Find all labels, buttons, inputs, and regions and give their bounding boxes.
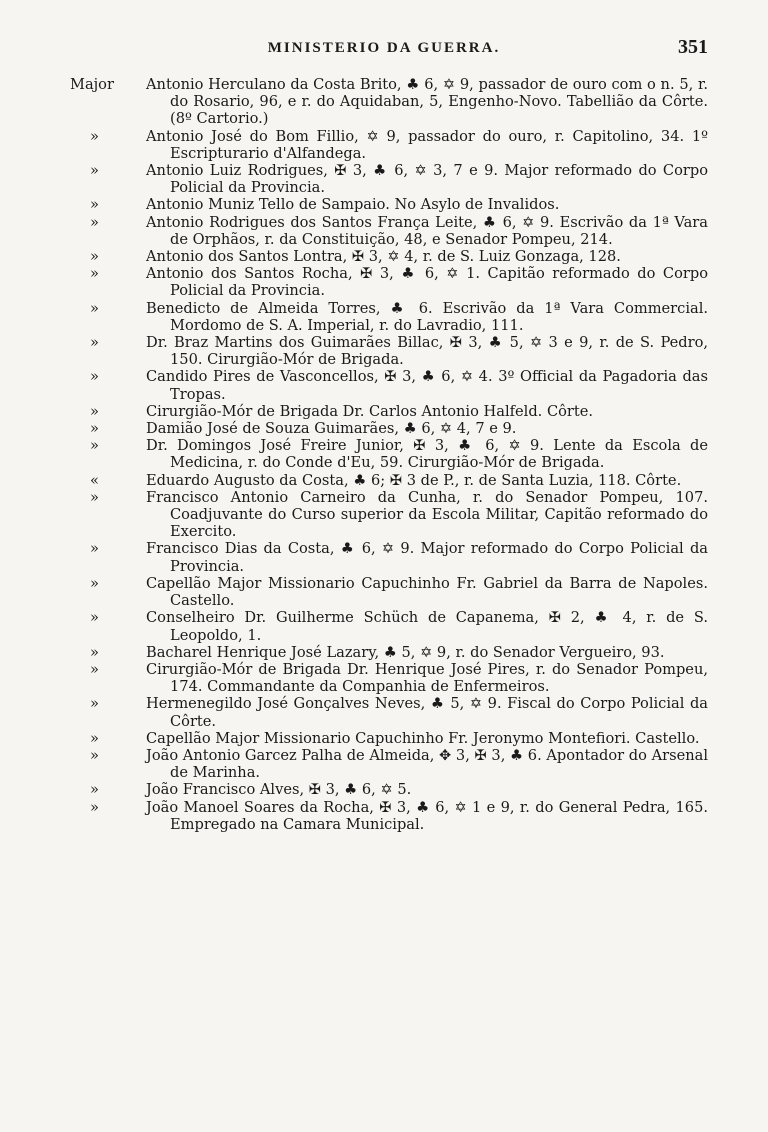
list-item bbox=[0, 730, 768, 747]
list-item bbox=[0, 196, 768, 213]
entry-text: Hermenegildo José Gonçalves Neves, ♣ 5, ✡ 9. Fiscal do Corpo Policial da Côrte. bbox=[146, 695, 708, 730]
list-item bbox=[0, 747, 768, 781]
entry-text: Antonio José do Bom Fillio, ✡ 9, passador do ouro, r. Capitolino, 34. 1º Escripturario d'Alfandega. bbox=[146, 127, 708, 162]
list-item bbox=[0, 661, 768, 695]
list-item bbox=[0, 248, 768, 265]
list-item bbox=[0, 300, 768, 334]
list-item bbox=[0, 781, 768, 798]
list-item bbox=[0, 128, 768, 162]
rank-label: » bbox=[90, 695, 99, 713]
entry-text: Eduardo Augusto da Costa, ♣ 6; ✠ 3 de P., r. de Santa Luzia, 118. Côrte. bbox=[146, 471, 682, 489]
rank-label: » bbox=[90, 402, 99, 420]
page-title: MINISTERIO DA GUERRA. bbox=[267, 40, 501, 56]
entry-text: Benedicto de Almeida Torres, ♣ 6. Escrivão da 1ª Vara Commercial. Mordomo de S. A. Imperial, r. do Lavradio, 111. bbox=[146, 299, 708, 334]
rank-label: » bbox=[90, 248, 99, 266]
entry-text: Antonio dos Santos Lontra, ✠ 3, ✡ 4, r. de S. Luiz Gonzaga, 128. bbox=[146, 248, 621, 266]
list-item bbox=[0, 334, 768, 368]
entry-text: João Francisco Alves, ✠ 3, ♣ 6, ✡ 5. bbox=[146, 781, 412, 799]
entry-text: João Antonio Garcez Palha de Almeida, ✥ 3, ✠ 3, ♣ 6. Apontador do Arsenal de Marinha. bbox=[146, 746, 708, 782]
list-item bbox=[0, 644, 768, 661]
entry-text: Cirurgião-Mór de Brigada Dr. Henrique José Pires, r. do Senador Pompeu, 174. Commandante da Companhia de Enfermeiros. bbox=[146, 660, 708, 696]
entry-list bbox=[0, 76, 768, 833]
rank-label: » bbox=[90, 540, 99, 558]
rank-label: Major bbox=[70, 76, 114, 93]
rank-label: » bbox=[90, 265, 99, 283]
list-item bbox=[0, 368, 768, 402]
list-item bbox=[0, 472, 768, 489]
rank-label: » bbox=[90, 798, 99, 816]
rank-label: » bbox=[90, 746, 99, 764]
list-item bbox=[0, 489, 768, 541]
entry-text: Cirurgião-Mór de Brigada Dr. Carlos Antonio Halfeld. Côrte. bbox=[146, 402, 594, 420]
entry-text: Bacharel Henrique José Lazary, ♣ 5, ✡ 9, r. do Senador Vergueiro, 93. bbox=[146, 643, 665, 661]
rank-label: » bbox=[90, 781, 99, 799]
list-item bbox=[0, 76, 768, 128]
rank-label: » bbox=[90, 609, 99, 627]
page-header bbox=[0, 36, 768, 68]
entry-text: Conselheiro Dr. Guilherme Schüch de Capanema, ✠ 2, ♣ 4, r. de S. Leopoldo, 1. bbox=[146, 609, 708, 644]
list-item bbox=[0, 437, 768, 471]
entry-text: Antonio Rodrigues dos Santos França Leite, ♣ 6, ✡ 9. Escrivão da 1ª Vara de Orphãos, r. da Constituição, 48, e Senador Pompeu, 214. bbox=[146, 213, 708, 248]
entry-text: Capellão Major Missionario Capuchinho Fr. Jeronymo Montefiori. Castello. bbox=[146, 729, 700, 747]
entry-text: Antonio Muniz Tello de Sampaio. No Asylo de Invalidos. bbox=[146, 196, 560, 214]
rank-label: » bbox=[90, 420, 99, 438]
rank-label: » bbox=[90, 334, 99, 352]
list-item bbox=[0, 265, 768, 299]
list-item bbox=[0, 214, 768, 248]
entry-text: João Manoel Soares da Rocha, ✠ 3, ♣ 6, ✡ 1 e 9, r. do General Pedra, 165. Empregado na Camara Municipal. bbox=[146, 798, 708, 833]
list-item bbox=[0, 575, 768, 609]
page-number: 351 bbox=[678, 36, 708, 58]
entry-text: Damião José de Souza Guimarães, ♣ 6, ✡ 4, 7 e 9. bbox=[146, 420, 517, 438]
rank-label: » bbox=[90, 488, 99, 506]
rank-label: » bbox=[90, 643, 99, 661]
entry-text: Antonio Luiz Rodrigues, ✠ 3, ♣ 6, ✡ 3, 7 e 9. Major reformado do Corpo Policial da Provincia. bbox=[146, 162, 708, 197]
list-item bbox=[0, 403, 768, 420]
list-item bbox=[0, 609, 768, 643]
list-item bbox=[0, 162, 768, 196]
rank-label: » bbox=[90, 660, 99, 678]
entry-text: Dr. Domingos José Freire Junior, ✠ 3, ♣ 6, ✡ 9. Lente da Escola de Medicina, r. do Conde d'Eu, 59. Cirurgião-Mór de Brigada. bbox=[146, 437, 708, 472]
rank-label: » bbox=[90, 437, 99, 455]
rank-label: » bbox=[90, 368, 99, 386]
rank-label: » bbox=[90, 574, 99, 592]
entry-text: Francisco Antonio Carneiro da Cunha, r. do Senador Pompeu, 107. Coadjuvante do Curso superior da Escola Militar, Capitão reformado do Exercito. bbox=[146, 488, 708, 541]
rank-label: » bbox=[90, 729, 99, 747]
rank-label: « bbox=[90, 471, 99, 489]
list-item bbox=[0, 420, 768, 437]
list-item bbox=[0, 695, 768, 729]
entry-text: Francisco Dias da Costa, ♣ 6, ✡ 9. Major reformado do Corpo Policial da Provincia. bbox=[146, 540, 708, 575]
entry-text: Dr. Braz Martins dos Guimarães Billac, ✠ 3, ♣ 5, ✡ 3 e 9, r. de S. Pedro, 150. Cirurgião-Mór de Brigada. bbox=[146, 334, 708, 369]
entry-text: Antonio dos Santos Rocha, ✠ 3, ♣ 6, ✡ 1. Capitão reformado do Corpo Policial da Provincia. bbox=[146, 265, 708, 300]
rank-label: » bbox=[90, 299, 99, 317]
list-item bbox=[0, 540, 768, 574]
list-item bbox=[0, 799, 768, 833]
entry-text: Capellão Major Missionario Capuchinho Fr. Gabriel da Barra de Napoles. Castello. bbox=[146, 574, 708, 610]
rank-label: » bbox=[90, 162, 99, 180]
entry-text: Antonio Herculano da Costa Brito, ♣ 6, ✡ 9, passador de ouro com o n. 5, r. do Rosario, 96, e r. do Aquidaban, 5, Engenho-Novo. Tabellião da Côrte. (8º Cartorio.) bbox=[146, 76, 708, 128]
rank-label: » bbox=[90, 127, 99, 145]
entry-text: Candido Pires de Vasconcellos, ✠ 3, ♣ 6, ✡ 4. 3º Official da Pagadoria das Tropas. bbox=[146, 368, 708, 403]
rank-label: » bbox=[90, 213, 99, 231]
rank-label: » bbox=[90, 196, 99, 214]
